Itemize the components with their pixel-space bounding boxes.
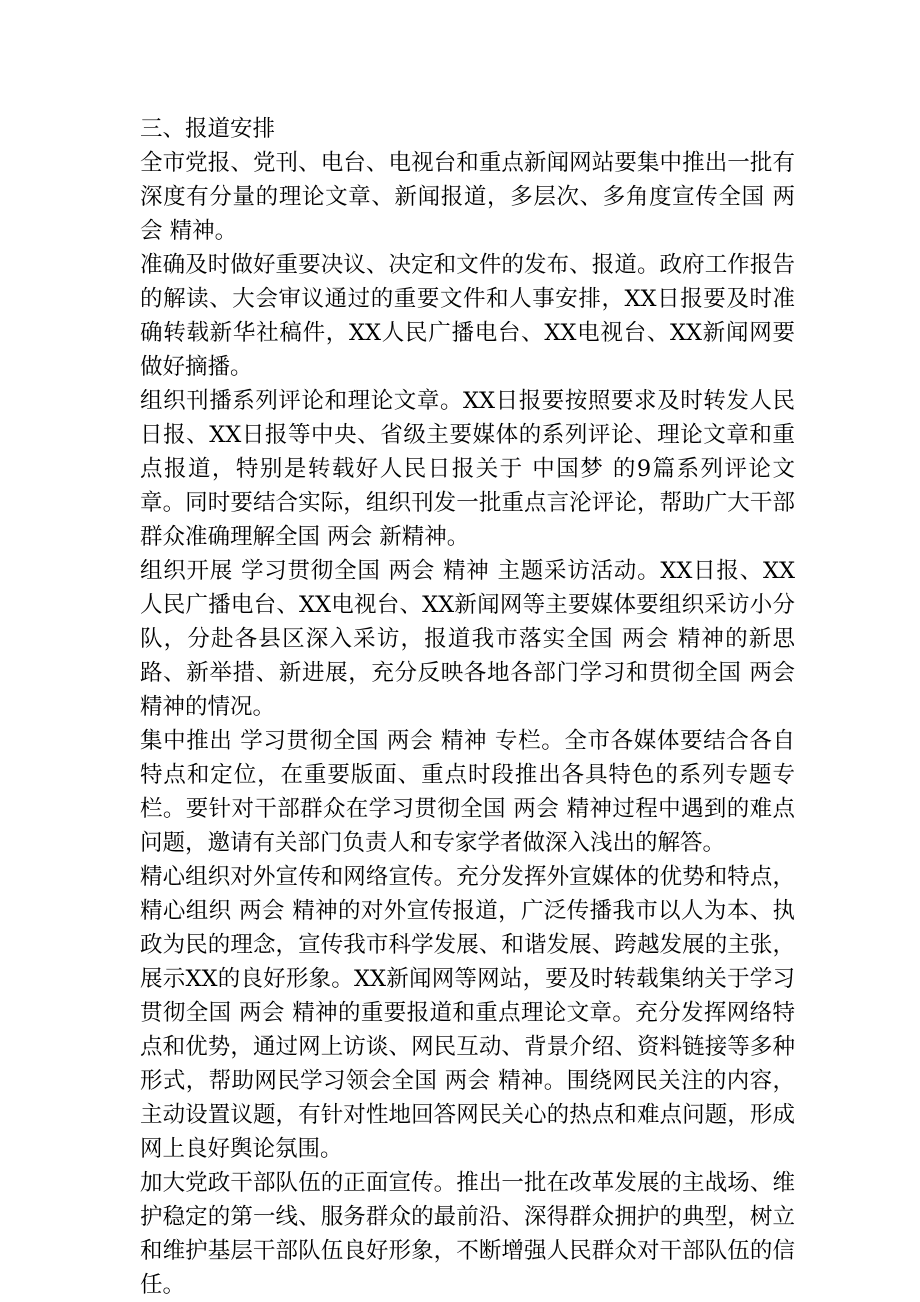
paragraph-3: 组织刊播系列评论和理论文章。XX日报要按照要求及时转发人民日报、XX日报等中央、省级主要媒体的系列评论、理论文章和重点报道，特别是转载好人民日报关于 中国梦 的9篇系列评论文章。同时要结合实际，组织刊发一批重点言沦评论，帮助广大干部群众准确理解全国 两会 新精神。	[140, 388, 795, 550]
paragraph-5: 集中推出 学习贯彻全国 两会 精神 专栏。全市各媒体要结合各自特点和定位，在重要版面、重点时段推出各具特色的系列专题专栏。要针对干部群众在学习贯彻全国 两会 精神过程中遇到的难点问题，邀请有关部门负责人和专家学者做深入浅出的解答。	[140, 728, 795, 856]
section-heading: 三、报道安排	[140, 116, 276, 142]
paragraph-1: 全市党报、党刊、电台、电视台和重点新闻网站要集中推出一批有深度有分量的理论文章、新闻报道，多层次、多角度宣传全国 两会 精神。	[140, 150, 795, 244]
paragraph-4: 组织开展 学习贯彻全国 两会 精神 主题采访活动。XX日报、XX人民广播电台、XX电视台、XX新闻网等主要媒体要组织采访小分队，分赴各县区深入采访，报道我市落实全国 两会 精神的新思路、新举措、新进展，充分反映各地各部门学习和贯彻全国 两会 精神的情况。	[140, 558, 795, 720]
paragraph-6: 精心组织对外宣传和网络宣传。充分发挥外宣媒体的优势和特点，精心组织 两会 精神的对外宣传报道，广泛传播我市以人为本、执政为民的理念，宣传我市科学发展、和谐发展、跨越发展的主张，展示XX的良好形象。XX新闻网等网站，要及时转载集纳关于学习贯彻全国 两会 精神的重要报道和重点理论文章。充分发挥网络特点和优势，通过网上访谈、网民互动、背景介绍、资料链接等多种形式，帮助网民学习领会全国 两会 精神。围绕网民关注的内容，主动设置议题，有针对性地回答网民关心的热点和难点问题，形成网上良好舆论氛围。	[140, 864, 795, 1162]
document-body	[140, 112, 795, 1302]
paragraph-7: 加大党政干部队伍的正面宣传。推出一批在改革发展的主战场、维护稳定的第一线、服务群众的最前沿、深得群众拥护的典型，树立和维护基层干部队伍良好形象，不断增强人民群众对干部队伍的信任。	[140, 1170, 795, 1298]
paragraph-2: 准确及时做好重要决议、决定和文件的发布、报道。政府工作报告的解读、大会审议通过的重要文件和人事安排，XX日报要及时准确转载新华社稿件，XX人民广播电台、XX电视台、XX新闻网要做好摘播。	[140, 252, 795, 380]
